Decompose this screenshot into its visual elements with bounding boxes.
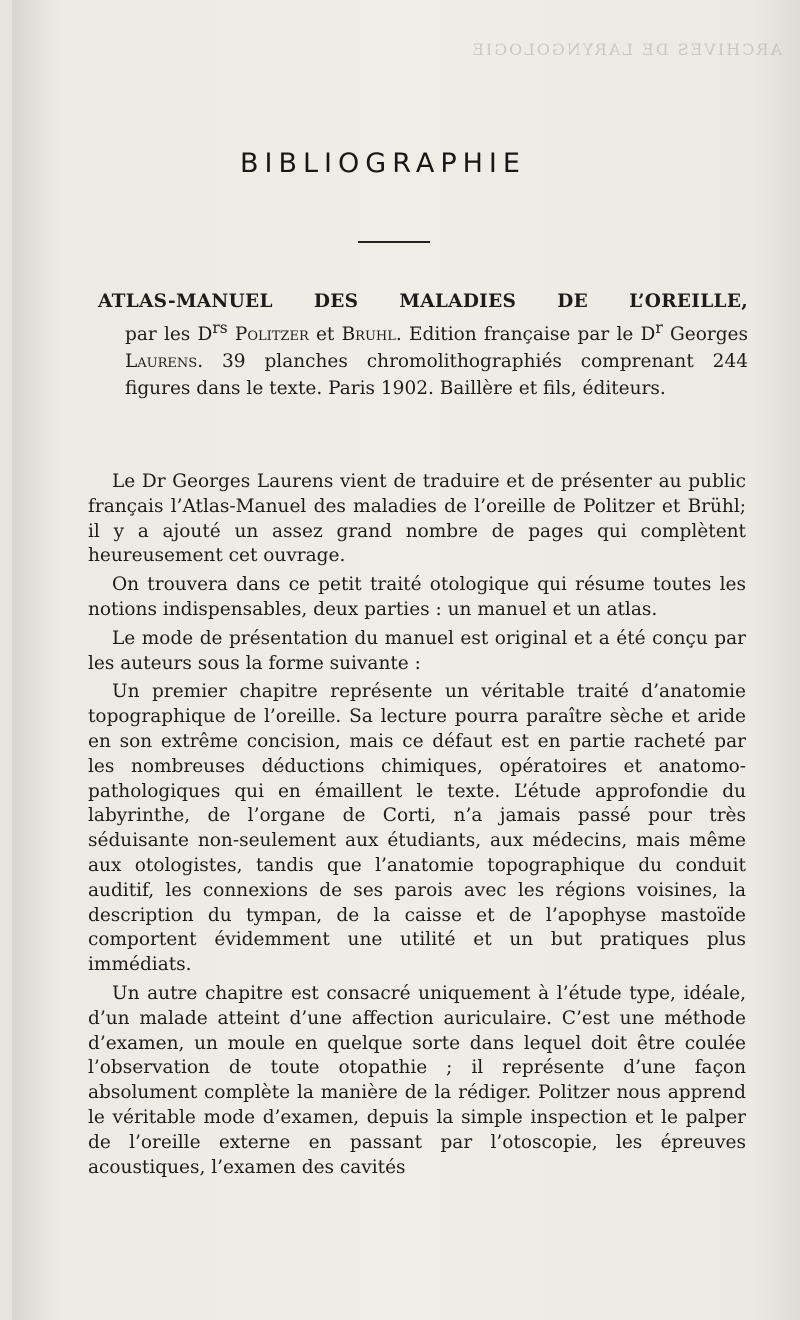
book-citation (98, 315, 748, 402)
page (12, 0, 800, 1320)
author-name: Bruhl (341, 324, 396, 346)
section-heading: BIBLIOGRAPHIE (240, 148, 526, 179)
citation-text: . Edition française par le (395, 324, 634, 346)
citation-text: par les D (125, 324, 213, 346)
author-name: Politzer (234, 324, 309, 346)
translator-name: Laurens (125, 351, 198, 373)
paragraph: Le Dr Georges Laurens vient de traduire et de présenter au public français l’Atlas-Manuel des maladies de l’oreille de Politzer et Brühl; il y a ajouté un assez grand nombre de pages qui complètent heureusement cet ouvrage. (88, 471, 746, 567)
review-body (88, 470, 746, 1180)
citation-sup: rs (212, 319, 228, 337)
paragraph: Le mode de présentation du manuel est original et a été conçu par les auteurs sous la forme suivante : (88, 627, 746, 674)
citation-text: et (308, 324, 342, 346)
book-title: ATLAS-MANUEL DES MALADIES DE L’OREILLE, (98, 291, 748, 312)
bibliography-entry (98, 288, 748, 402)
heading-rule (358, 241, 430, 243)
citation-text: . 39 planches chromolithographiés comprenant 244 figures dans le texte. Paris 1902. Baillère et fils, éditeurs. (125, 351, 748, 400)
paragraph: Un autre chapitre est consacré uniquement à l’étude type, idéale, d’un malade atteint d’une affection auriculaire. C’est une méthode d’examen, un moule en quelque sorte dans lequel doit être coulée l’observation de toute otopathie ; il représente d’une façon absolument complète la manière de la rédiger. Politzer nous apprend le véritable mode d’examen, depuis la simple inspection et le palper de l’oreille externe en passant par l’otoscopie, les épreuves acoustiques, l’examen des cavités (88, 982, 746, 1178)
bleed-through-running-head: ARCHIVES DE LARYNGOLOGIE (470, 40, 782, 59)
citation-text: D (640, 324, 656, 346)
paragraph: On trouvera dans ce petit traité otologique qui résume toutes les notions indispensables, deux parties : un manuel et un atlas. (88, 574, 746, 620)
citation-text: Georges (662, 324, 748, 346)
paragraph: Un premier chapitre représente un véritable traité d’anatomie topographique de l’oreille. Sa lecture pourra paraître sèche et aride en son extrême concision, mais ce défaut est en partie racheté par les nombreuses déductions chimiques, opératoires et anatomo-pathologiques qui en émaillent le texte. L’étude approfondie du labyrinthe, de l’organe de Corti, n’a jamais passé pour très séduisante non-seulement aux étudiants, aux médecins, mais même aux otologistes, tandis que l’anatomie topographique du conduit auditif, les connexions de ses parois avec les régions voisines, la description du tympan, de la caisse et de l’apophyse mastoïde comportent évidemment une utilité et un but pratiques plus immédiats. (88, 681, 746, 976)
citation-sup: r (655, 319, 663, 337)
